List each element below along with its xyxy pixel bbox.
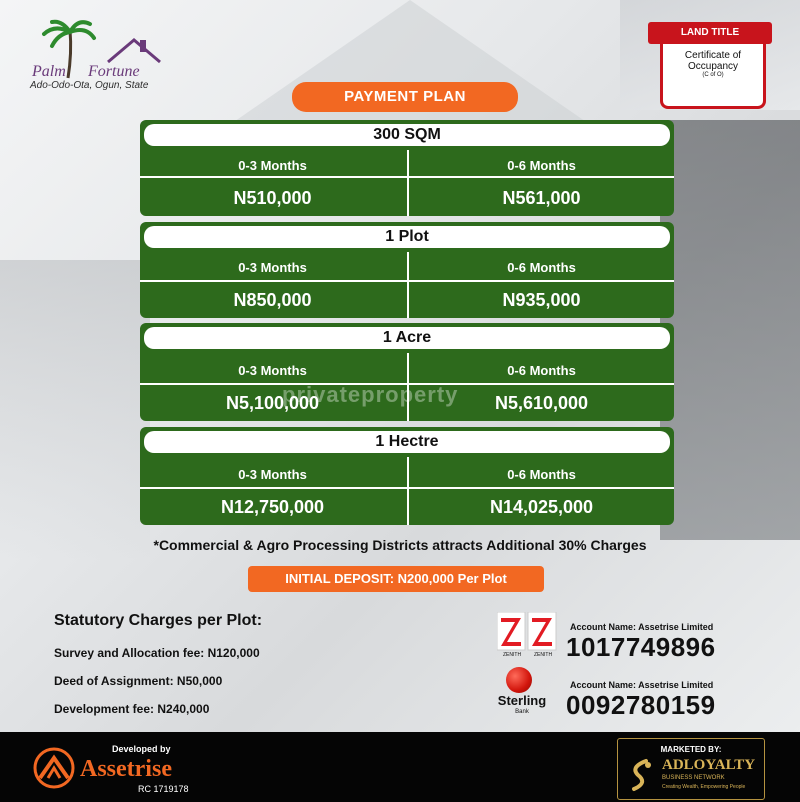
plan-right-column	[409, 457, 674, 525]
initial-deposit: INITIAL DEPOSIT: N200,000 Per Plot	[248, 566, 544, 592]
plan-left-column	[140, 252, 405, 318]
statutory-item: Deed of Assignment: N50,000	[54, 674, 223, 688]
badge-line2: Occupancy	[687, 61, 739, 72]
plan-left-column	[140, 457, 405, 525]
plan-price: N850,000	[233, 290, 312, 310]
marketer-tagline: Creating Wealth, Empowering People	[662, 784, 746, 790]
logo-brand-left: Palm	[32, 63, 66, 80]
sterling-bank-label: Bank	[515, 709, 529, 715]
plan-300-sqm	[140, 120, 674, 216]
sterling-account-number: 0092780159	[566, 690, 716, 720]
sterling-bank-logo	[492, 667, 552, 723]
plan-period: 0-6 Months	[507, 467, 576, 482]
plan-size: 1 Plot	[144, 226, 670, 248]
logo-location: Ado-Odo-Ota, Ogun, State	[30, 80, 149, 91]
marketer-name: ADLOYALTY	[662, 757, 756, 773]
statutory-item: Survey and Allocation fee: N120,000	[54, 646, 260, 660]
plan-period: 0-3 Months	[238, 158, 307, 173]
statutory-item: Development fee: N240,000	[54, 702, 210, 716]
plan-period: 0-3 Months	[238, 260, 307, 275]
marketer-box	[617, 738, 765, 800]
payment-plan-title: PAYMENT PLAN	[292, 82, 518, 112]
plan-period: 0-6 Months	[507, 260, 576, 275]
badge-card	[660, 42, 766, 109]
assetrise-logo	[30, 746, 78, 790]
plan-price: N935,000	[502, 290, 581, 310]
developed-by-label: Developed by	[112, 744, 171, 754]
plan-price: N510,000	[233, 188, 312, 208]
plan-price: N5,100,000	[225, 393, 320, 413]
watermark: privateproperty	[282, 382, 459, 407]
zenith-account-name: Account Name: Assetrise Limited	[570, 622, 714, 632]
plan-period: 0-3 Months	[238, 363, 307, 378]
badge-line3: (C of O)	[702, 72, 724, 78]
plan-size: 1 Hectre	[144, 431, 670, 453]
plan-right-column	[409, 252, 674, 318]
marketer-sub: BUSINESS NETWORK	[662, 775, 725, 781]
sterling-dot-icon	[506, 667, 532, 693]
bg-building	[660, 120, 800, 540]
zenith-bank-logo	[497, 612, 557, 658]
plan-price: N14,025,000	[489, 497, 594, 517]
plan-price: N12,750,000	[220, 497, 325, 517]
plan-price: N561,000	[502, 188, 581, 208]
plan-period: 0-6 Months	[507, 158, 576, 173]
statutory-title: Statutory Charges per Plot:	[54, 612, 263, 629]
plan-right-column	[409, 150, 674, 216]
badge-line1: Certificate of	[684, 50, 742, 61]
footer	[0, 732, 800, 802]
bg-shadow	[0, 260, 150, 560]
badge-ribbon: LAND TITLE	[648, 22, 772, 44]
developer-name: Assetrise	[80, 756, 172, 782]
plan-period: 0-6 Months	[507, 363, 576, 378]
plan-left-column	[140, 150, 405, 216]
plan-1-hectre	[140, 427, 674, 525]
sterling-account-name: Account Name: Assetrise Limited	[570, 680, 714, 690]
charges-note: *Commercial & Agro Processing Districts attracts Additional 30% Charges	[153, 537, 647, 553]
plan-1-plot	[140, 222, 674, 318]
marketed-by-label: MARKETED BY:	[660, 745, 722, 754]
plan-size: 1 Acre	[144, 327, 670, 349]
adloyalty-logo	[626, 757, 658, 793]
developer-rc: RC 1719178	[138, 784, 189, 794]
zenith-text: ZENITH	[534, 652, 553, 658]
plan-period: 0-3 Months	[238, 467, 307, 482]
land-title-badge	[648, 22, 772, 112]
plan-size: 300 SQM	[144, 124, 670, 146]
sterling-name: Sterling	[497, 693, 547, 708]
zenith-account-number: 1017749896	[566, 632, 716, 662]
zenith-text: ZENITH	[503, 652, 522, 658]
logo-brand-right: Fortune	[88, 63, 140, 80]
plan-price: N5,610,000	[494, 393, 589, 413]
